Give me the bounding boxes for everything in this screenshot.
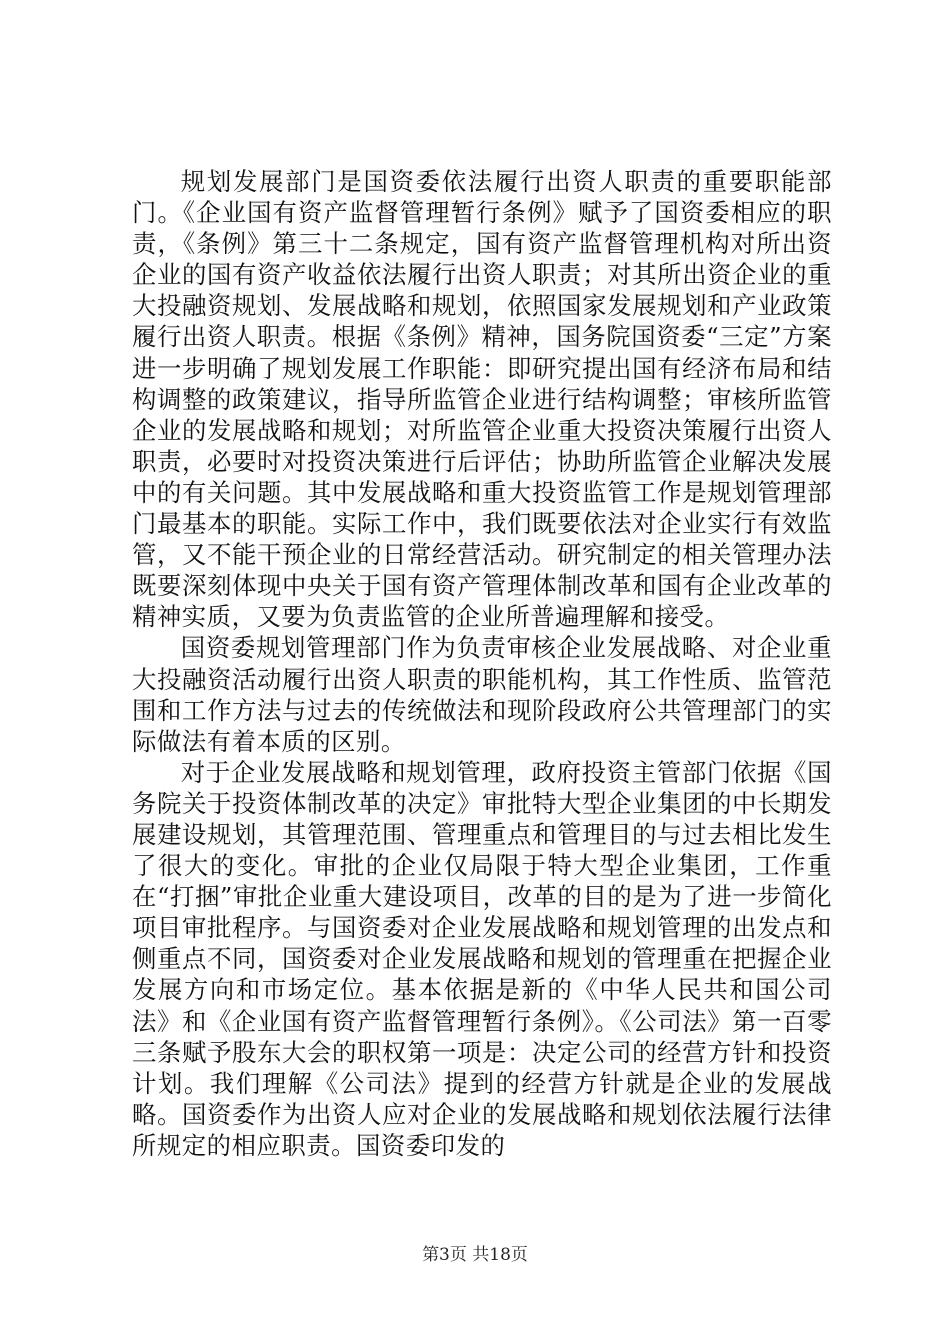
page-number-footer: 第3页 共18页 <box>422 1245 528 1265</box>
paragraph-1: 规划发展部门是国资委依法履行出资人职责的重要职能部门。《企业国有资产监督管理暂行条例》赋予了国资委相应的职责，《条例》第三十二条规定，国有资产监督管理机构对所出资企业的国有资产收益依法履行出资人职责；对其所出资企业的重大投融资规划、发展战略和规划，依照国家发展规划和产业政策履行出资人职责。根据《条例》精神，国务院国资委“三定”方案进一步明确了规划发展工作职能：即研究提出国有经济布局和结构调整的政策建议，指导所监管企业进行结构调整；审核所监管企业的发展战略和规划；对所监管企业重大投资决策履行出资人职责，必要时对投资决策进行后评估；协助所监管企业解决发展中的有关问题。其中发展战略和重大投资监管工作是规划管理部门最基本的职能。实际工作中，我们既要依法对企业实行有效监管，又不能干预企业的日常经营活动。研究制定的相关管理办法既要深刻体现中央关于国有资产管理体制改革和国有企业改革的精神实质，又要为负责监管的企业所普遍理解和接受。 <box>132 167 832 632</box>
paragraph-3: 对于企业发展战略和规划管理，政府投资主管部门依据《国务院关于投资体制改革的决定》审批特大型企业集团的中长期发展建设规划，其管理范围、管理重点和管理目的与过去相比发生了很大的变化。审批的企业仅局限于特大型企业集团，工作重在“打捆”审批企业重大建设项目，改革的目的是为了进一步简化项目审批程序。与国资委对企业发展战略和规划管理的出发点和侧重点不同，国资委对企业发展战略和规划的管理重在把握企业发展方向和市场定位。基本依据是新的《中华人民共和国公司法》和《企业国有资产监督管理暂行条例》。《公司法》第一百零三条赋予股东大会的职权第一项是：决定公司的经营方针和投资计划。我们理解《公司法》提到的经营方针就是企业的发展战略。国资委作为出资人应对企业的发展战略和规划依法履行法律所规定的相应职责。国资委印发的 <box>132 757 832 1160</box>
document-body <box>132 166 832 1161</box>
paragraph-2: 国资委规划管理部门作为负责审核企业发展战略、对企业重大投融资活动履行出资人职责的职能机构，其工作性质、监管范围和工作方法与过去的传统做法和现阶段政府公共管理部门的实际做法有着本质的区别。 <box>132 633 832 756</box>
